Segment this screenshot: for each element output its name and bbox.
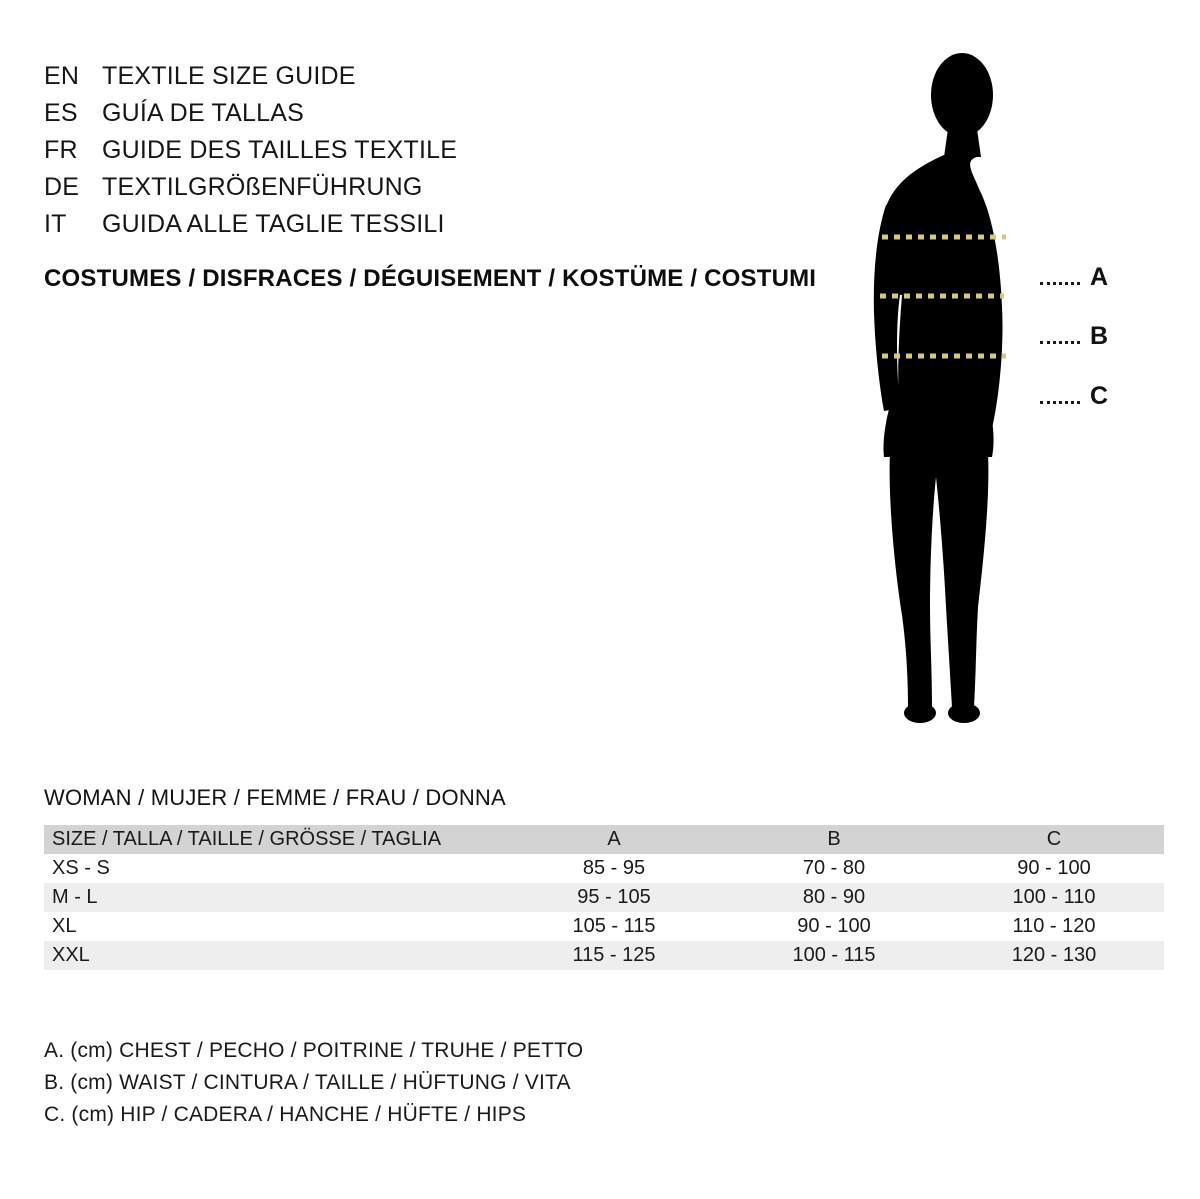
cell-b: 70 - 80 bbox=[724, 854, 944, 883]
cell-a: 105 - 115 bbox=[504, 912, 724, 941]
language-code-en: EN bbox=[44, 62, 80, 90]
language-text-fr: GUIDE DES TAILLES TEXTILE bbox=[102, 136, 458, 164]
table-row bbox=[44, 941, 1164, 970]
leader-line-b bbox=[1040, 341, 1080, 344]
cell-a: 115 - 125 bbox=[504, 941, 724, 970]
measurement-legend bbox=[44, 1035, 583, 1131]
language-code-de: DE bbox=[44, 173, 80, 201]
cell-size: XS - S bbox=[44, 854, 504, 883]
language-text-de: TEXTILGRÖßENFÜHRUNG bbox=[102, 173, 423, 201]
language-code-it: IT bbox=[44, 210, 67, 238]
cell-b: 100 - 115 bbox=[724, 941, 944, 970]
language-row-de bbox=[44, 169, 844, 206]
language-text-it: GUIDA ALLE TAGLIE TESSILI bbox=[102, 210, 445, 238]
legend-row-c: C. (cm) HIP / CADERA / HANCHE / HÜFTE / HIPS bbox=[44, 1103, 527, 1126]
table-header-row bbox=[44, 825, 1164, 854]
size-table-block bbox=[44, 785, 1156, 970]
language-code-es: ES bbox=[44, 99, 78, 127]
language-row-fr bbox=[44, 132, 844, 169]
cell-b: 80 - 90 bbox=[724, 883, 944, 912]
size-table bbox=[44, 825, 1164, 970]
language-text-en: TEXTILE SIZE GUIDE bbox=[102, 62, 356, 90]
language-header bbox=[44, 58, 844, 293]
measure-label-b: B bbox=[1090, 322, 1109, 350]
leader-line-a bbox=[1040, 282, 1080, 285]
table-row bbox=[44, 883, 1164, 912]
measure-label-a: A bbox=[1090, 263, 1109, 291]
legend-row-b: B. (cm) WAIST / CINTURA / TAILLE / HÜFTUNG / VITA bbox=[44, 1071, 571, 1094]
cell-c: 120 - 130 bbox=[944, 941, 1164, 970]
language-text-es: GUÍA DE TALLAS bbox=[102, 99, 304, 127]
cell-size: XXL bbox=[44, 941, 504, 970]
table-header-size: SIZE / TALLA / TAILLE / GRÖSSE / TAGLIA bbox=[44, 825, 504, 854]
measure-label-c: C bbox=[1090, 382, 1109, 410]
language-row-en bbox=[44, 58, 844, 95]
table-row bbox=[44, 912, 1164, 941]
cell-c: 90 - 100 bbox=[944, 854, 1164, 883]
table-header-b: B bbox=[724, 825, 944, 854]
table-title: WOMAN / MUJER / FEMME / FRAU / DONNA bbox=[44, 785, 506, 810]
female-body-silhouette-icon bbox=[840, 45, 1160, 745]
cell-a: 95 - 105 bbox=[504, 883, 724, 912]
table-header-a: A bbox=[504, 825, 724, 854]
costumes-subtitle: COSTUMES / DISFRACES / DÉGUISEMENT / KOSTÜME / COSTUMI bbox=[44, 265, 817, 292]
cell-size: M - L bbox=[44, 883, 504, 912]
cell-b: 90 - 100 bbox=[724, 912, 944, 941]
table-header-c: C bbox=[944, 825, 1164, 854]
legend-row-a: A. (cm) CHEST / PECHO / POITRINE / TRUHE / PETTO bbox=[44, 1039, 584, 1062]
cell-c: 110 - 120 bbox=[944, 912, 1164, 941]
size-guide-figure bbox=[840, 45, 1160, 745]
language-code-fr: FR bbox=[44, 136, 78, 164]
cell-c: 100 - 110 bbox=[944, 883, 1164, 912]
cell-size: XL bbox=[44, 912, 504, 941]
leader-line-c bbox=[1040, 401, 1080, 404]
language-row-it bbox=[44, 206, 844, 243]
cell-a: 85 - 95 bbox=[504, 854, 724, 883]
table-row bbox=[44, 854, 1164, 883]
language-row-es bbox=[44, 95, 844, 132]
